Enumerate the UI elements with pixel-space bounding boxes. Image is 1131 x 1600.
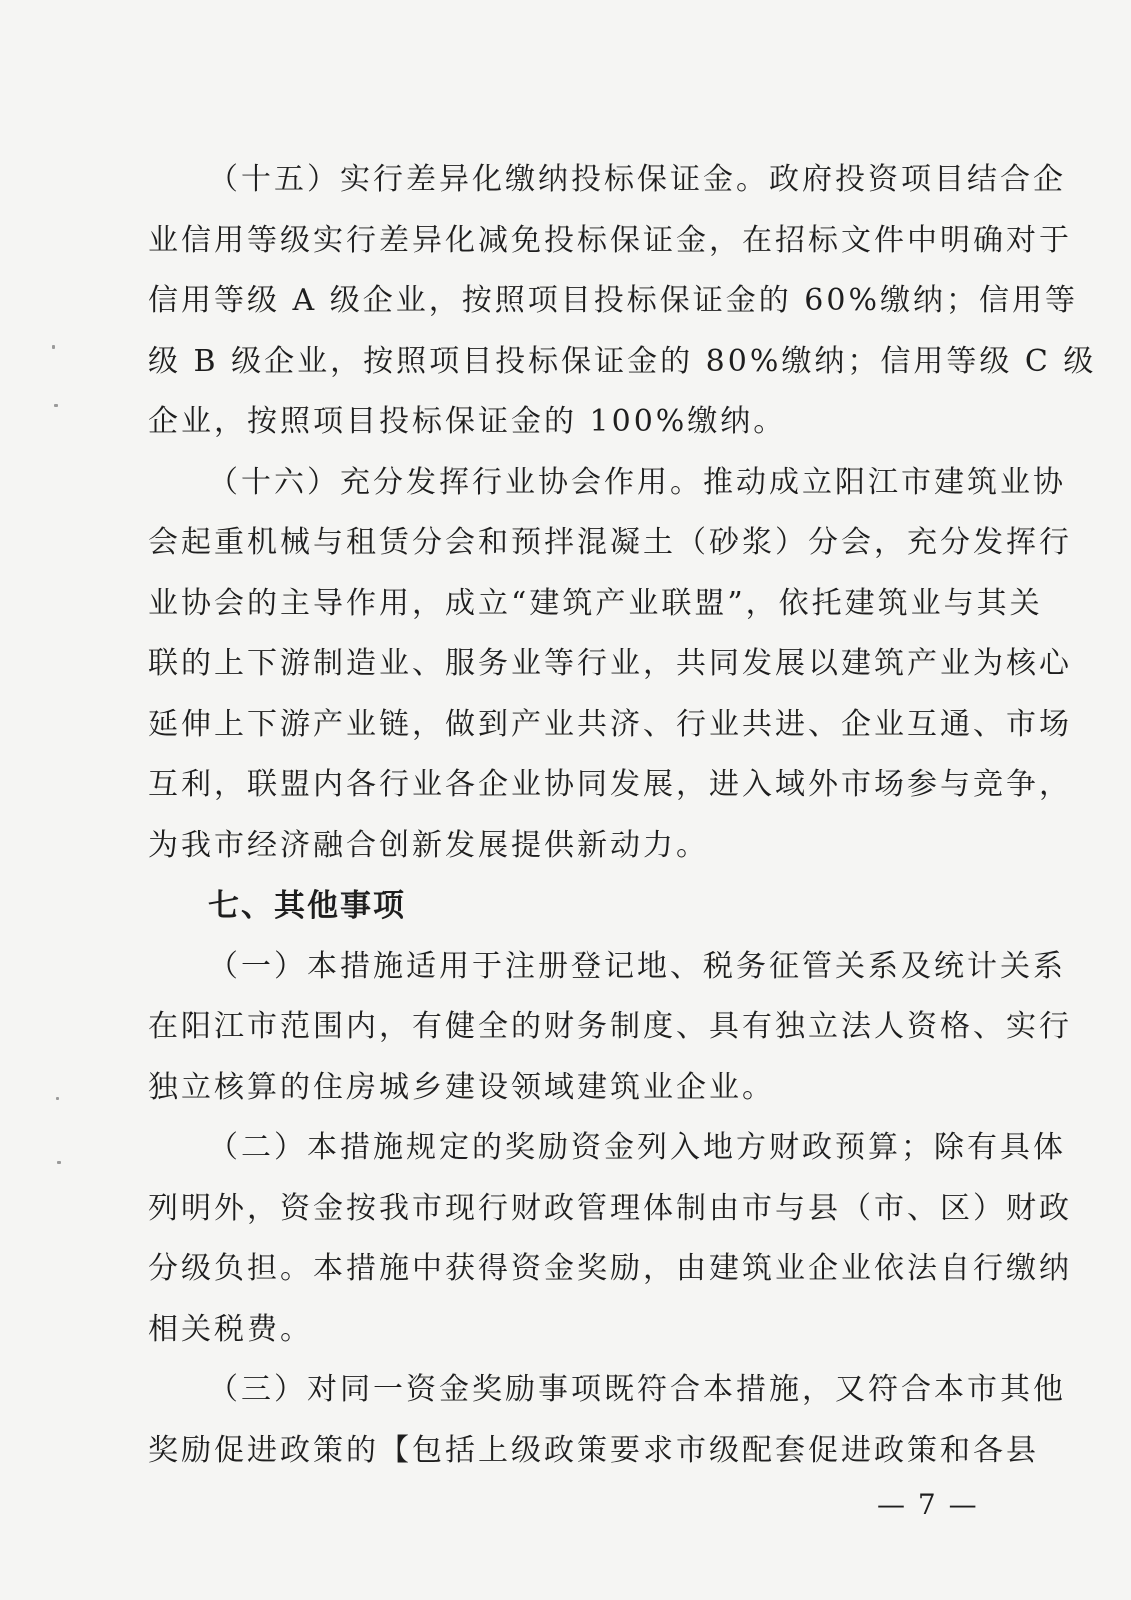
paragraph-line: （三）对同一资金奖励事项既符合本措施，又符合本市其他 [208,1372,1066,1407]
scan-speck [56,1097,59,1100]
paragraph-line: 信用等级 A 级企业，按照项目投标保证金的 60%缴纳；信用等 [148,283,1078,318]
paragraph-line: （二）本措施规定的奖励资金列入地方财政预算；除有具体 [208,1130,1066,1165]
paragraph-line: 业协会的主导作用，成立“建筑产业联盟”，依托建筑业与其关 [148,585,1043,621]
paragraph-line: 独立核算的住房城乡建设领域建筑业企业。 [148,1069,775,1105]
paragraph-line: 为我市经济融合创新发展提供新动力。 [148,827,709,863]
paragraph-line: （十六）充分发挥行业协会作用。推动成立阳江市建筑业协 [208,464,1066,500]
scan-speck [52,345,55,349]
section-heading: 七、其他事项 [208,888,406,924]
paragraph-line: 企业，按照项目投标保证金的 100%缴纳。 [148,404,787,439]
paragraph-line: 业信用等级实行差异化减免投标保证金，在招标文件中明确对于 [148,222,1072,258]
paragraph-line: 会起重机械与租赁分会和预拌混凝土（砂浆）分会，充分发挥行 [148,525,1072,560]
paragraph-line: 相关税费。 [148,1311,313,1347]
paragraph-line: 级 B 级企业，按照项目投标保证金的 80%缴纳；信用等级 C 级 [148,343,1097,379]
scan-speck [57,1161,61,1164]
scan-speck [54,404,58,407]
paragraph-line: 列明外，资金按我市现行财政管理体制由市与县（市、区）财政 [148,1190,1072,1226]
body-text [148,150,1097,1481]
paragraph-line: 联的上下游制造业、服务业等行业，共同发展以建筑产业为核心 [148,646,1072,681]
paragraph-line: （一）本措施适用于注册登记地、税务征管关系及统计关系 [208,948,1066,984]
paragraph-line: 奖励促进政策的【包括上级政策要求市级配套促进政策和各县 [148,1432,1039,1468]
paragraph-line: 延伸上下游产业链，做到产业共济、行业共进、企业互通、市场 [148,706,1072,742]
paragraph-line: 在阳江市范围内，有健全的财务制度、具有独立法人资格、实行 [148,1009,1072,1044]
paragraph-line: 分级负担。本措施中获得资金奖励，由建筑业企业依法自行缴纳 [148,1251,1072,1286]
paragraph-line: （十五）实行差异化缴纳投标保证金。政府投资项目结合企 [208,162,1066,197]
page-number: — 7 — [877,1488,979,1521]
paragraph-line: 互利，联盟内各行业各企业协同发展，进入域外市场参与竞争， [148,767,1072,802]
